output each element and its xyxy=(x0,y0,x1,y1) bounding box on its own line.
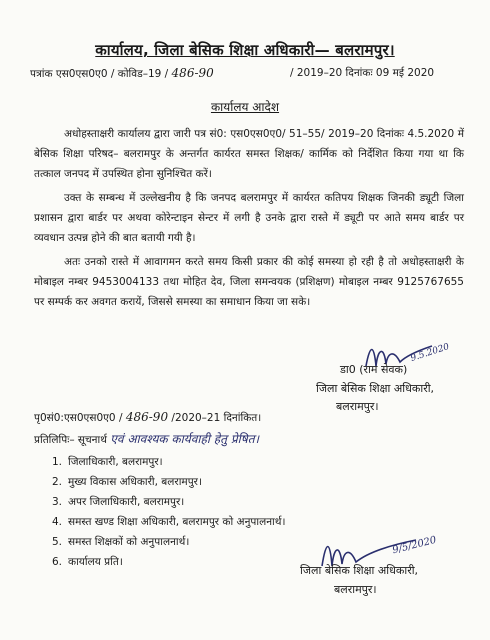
copy-ref-date: /2020–21 दिनांकित। xyxy=(171,412,262,424)
signature-1-date: 9.5.2020 xyxy=(409,342,451,364)
signature-2-designation: जिला बेसिक शिक्षा अधिकारी, xyxy=(300,564,419,577)
ref-date: / 2019–20 दिनांकः 09 मई 2020 xyxy=(290,67,435,79)
list-item: 1. जिलाधिकारी, बलरामपुर। xyxy=(52,456,163,468)
copy-recipient-list xyxy=(52,452,285,572)
list-item: 6. कार्यालय प्रति। xyxy=(52,556,123,568)
reference-line xyxy=(30,66,214,81)
office-title: कार्यालय, जिला बेसिक शिक्षा अधिकारी— बलरामपुर। xyxy=(95,41,395,59)
copy-reference-line xyxy=(34,410,261,425)
list-item: 3. अपर जिलाधिकारी, बलरामपुर। xyxy=(52,496,185,508)
signature-1-place: बलरामपुर। xyxy=(336,400,379,413)
list-item: 5. समस्त शिक्षकों को अनुपालनार्थ। xyxy=(52,536,190,548)
paragraph-1: अधोहस्ताक्षरी कार्यालय द्वारा जारी पत्र सं0: एस0एस0ए0/ 51–55/ 2019–20 दिनांकः 4.5.2020 में बेसिक शिक्षा परिषद– बलरामपुर के अन्तर्गत कार्यरत समस्त शिक्षक/ कार्मिक को निर्देशित किया गया था कि तत्काल जनपद में उपस्थित होना सुनिश्चित करें। xyxy=(34,128,464,180)
copy-ref-prefix: पृ0सं0:एस0एस0ए0 / xyxy=(34,412,123,424)
copy-handwritten-note: एवं आवश्यक कार्यवाही हेतु प्रेषित। xyxy=(110,432,260,446)
signature-2-date: 9/5/2020 xyxy=(391,534,438,557)
copy-label-line xyxy=(34,430,259,447)
ref-number-handwritten: 486-90 xyxy=(171,66,214,80)
copy-ref-number-handwritten: 486-90 xyxy=(125,410,169,424)
copy-label: प्रतिलिपिः– सूचनार्थ xyxy=(34,434,107,446)
signature-1-name: डा0 (राम सेवक) xyxy=(340,363,408,376)
ref-prefix: पत्रांक एस0एस0ए0 / कोविड–19 / xyxy=(30,68,169,80)
signature-2-place: बलरामपुर। xyxy=(334,583,377,596)
paragraph-2: उक्त के सम्बन्ध में उल्लेखनीय है कि जनपद बलरामपुर में कार्यरत कतिपय शिक्षक जिनकी ड्यूटी जिला प्रशासन द्वारा बार्डर पर अथवा कोरेन्टाइन सेन्टर में लगी है उनके द्वारा रास्ते में ड्यूटी पर आते समय बार्डर पर व्यवधान उत्पन्न होने की बात बतायी गयी है। xyxy=(34,192,464,244)
signature-1-designation: जिला बेसिक शिक्षा अधिकारी, xyxy=(316,382,435,395)
list-item: 4. समस्त खण्ड शिक्षा अधिकारी, बलरामपुर को अनुपालनार्थ। xyxy=(52,516,286,528)
list-item: 2. मुख्य विकास अधिकारी, बलरामपुर। xyxy=(52,476,202,488)
order-heading: कार्यालय आदेश xyxy=(210,100,280,114)
paragraph-3: अतः उनको रास्ते में आवागमन करते समय किसी प्रकार की कोई समस्या हो रही है तो अधोहस्ताक्षरी के मोबाइल नम्बर 9453004133 तथा मोहित देव, जिला समन्वयक (प्रशिक्षण) मोबाइल नम्बर 9125767655 पर सम्पर्क कर अवगत करायें, जिससे समस्या का समाधान किया जा सके। xyxy=(34,256,464,308)
